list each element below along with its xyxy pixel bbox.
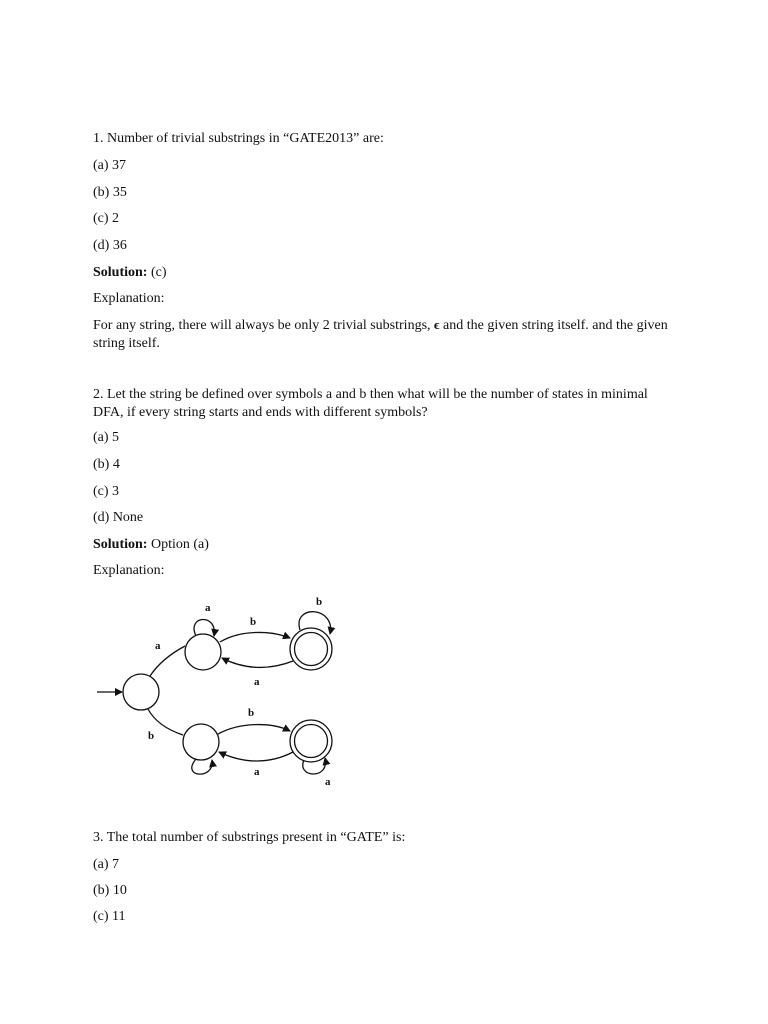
state-top-accept [290, 628, 332, 670]
q3-option-c: (c) 11 [93, 909, 126, 924]
q2-solution-value: Option (a) [147, 537, 209, 552]
label-top-loop: a [205, 602, 211, 614]
q2-option-a: (a) 5 [93, 430, 120, 445]
q1-explanation-part1: For any string, there will always be only 2 trivial substrings, [93, 318, 435, 333]
label-start-to-top: a [155, 640, 161, 652]
q1-explanation-label: Explanation: [93, 291, 165, 306]
q2-option-b: (b) 4 [93, 457, 120, 472]
q1-explanation-part2: and the given string itself. and the given string itself. [93, 318, 668, 351]
edge-accept-to-bottom [219, 752, 293, 761]
epsilon-symbol: ϵ [434, 317, 440, 332]
label-bottom-accept-loop: a [325, 776, 331, 788]
edge-bottom-to-accept [218, 725, 290, 734]
label-bottom-forward: b [248, 707, 255, 719]
state-bottom-accept [290, 720, 332, 762]
q1-option-a: (a) 37 [93, 158, 127, 173]
edge-top-to-accept [220, 632, 290, 642]
q3-option-a: (a) 7 [93, 857, 120, 872]
q1-option-b: (b) 35 [93, 185, 127, 200]
q2-option-d: (d) None [93, 510, 144, 525]
q1-solution-label: Solution: [93, 265, 148, 280]
label-bottom-back: a [254, 766, 260, 778]
q3-option-b: (b) 10 [93, 883, 127, 898]
q1-solution-value: (c) [147, 265, 167, 280]
edge-top-accept-self-loop [299, 612, 331, 634]
q2-solution-label: Solution: [93, 537, 148, 552]
q1-option-d: (d) 36 [93, 238, 127, 253]
label-top-forward: b [250, 616, 257, 628]
edge-bottom-self-loop [192, 759, 212, 774]
label-top-accept-loop: b [316, 596, 323, 608]
state-bottom [183, 724, 219, 760]
q2-explanation-label: Explanation: [93, 563, 165, 578]
state-top [185, 634, 221, 670]
q2-question: 2. Let the string be defined over symbols a and b then what will be the number of states in minimal DFA, if every string starts and ends with different symbols? [93, 387, 648, 420]
q2-option-c: (c) 3 [93, 484, 120, 499]
state-start [123, 674, 159, 710]
label-top-back: a [254, 676, 260, 688]
q3-question: 3. The total number of substrings present in “GATE” is: [93, 830, 406, 845]
edge-bottom-accept-self-loop [303, 758, 326, 774]
label-start-to-bottom: b [148, 730, 155, 742]
q1-option-c: (c) 2 [93, 211, 120, 226]
edge-accept-to-top [222, 658, 293, 667]
q1-question: 1. Number of trivial substrings in “GATE2013” are: [93, 131, 384, 146]
